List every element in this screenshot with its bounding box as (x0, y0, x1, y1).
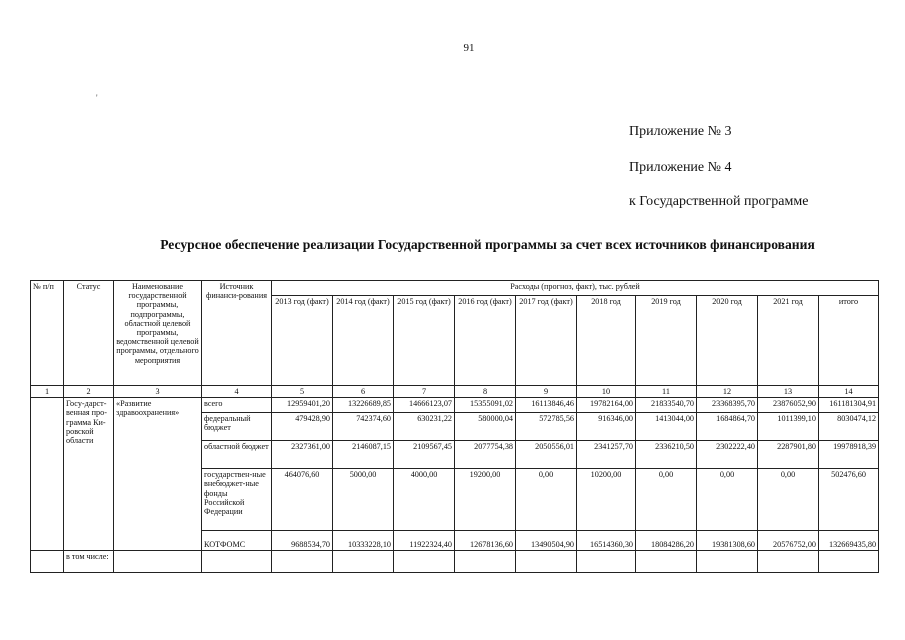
value-cell: 2327361,00 (272, 441, 333, 469)
empty-cell (697, 551, 758, 573)
page-number: 91 (463, 42, 475, 54)
empty-cell (758, 551, 819, 573)
column-number: 4 (202, 386, 272, 398)
value-cell: 20576752,00 (758, 531, 819, 551)
value-cell: 21833540,70 (636, 398, 697, 413)
value-cell: 19782164,00 (577, 398, 636, 413)
sub-status-cell: в том числе: (64, 551, 114, 573)
value-cell: 132669435,80 (819, 531, 879, 551)
column-number: 8 (455, 386, 516, 398)
header-year: 2017 год (факт) (516, 296, 577, 386)
appendix-line-1: Приложение № 3 (629, 124, 732, 139)
value-cell: 14666123,07 (394, 398, 455, 413)
value-cell: 16113846,46 (516, 398, 577, 413)
header-source: Источник финанси-рования (202, 281, 272, 386)
value-cell: 1413044,00 (636, 413, 697, 441)
source-cell: КОТФОМС (202, 531, 272, 551)
value-cell: 1684864,70 (697, 413, 758, 441)
header-year: 2016 год (факт) (455, 296, 516, 386)
header-total: итого (819, 296, 879, 386)
value-cell: 19978918,39 (819, 441, 879, 469)
resource-table (30, 280, 879, 573)
value-cell: 630231,22 (394, 413, 455, 441)
source-cell: областной бюджет (202, 441, 272, 469)
value-cell: 161181304,91 (819, 398, 879, 413)
header-year: 2014 год (факт) (333, 296, 394, 386)
empty-cell (455, 551, 516, 573)
value-cell: 2336210,50 (636, 441, 697, 469)
empty-cell (516, 551, 577, 573)
value-cell: 0,00 (516, 469, 577, 531)
status-cell: Госу-дарст-венная про-грамма Ки-ровской области (64, 398, 114, 551)
value-cell: 19200,00 (455, 469, 516, 531)
header-year: 2020 год (697, 296, 758, 386)
value-cell: 572785,56 (516, 413, 577, 441)
value-cell: 10200,00 (577, 469, 636, 531)
header-row-1 (31, 281, 879, 296)
empty-cell (31, 551, 64, 573)
header-num: № п/п (31, 281, 64, 386)
value-cell: 15355091,02 (455, 398, 516, 413)
value-cell: 23368395,70 (697, 398, 758, 413)
empty-cell (636, 551, 697, 573)
table-row (31, 398, 879, 413)
value-cell: 0,00 (636, 469, 697, 531)
row-number-cell (31, 398, 64, 551)
header-year: 2019 год (636, 296, 697, 386)
source-cell: всего (202, 398, 272, 413)
value-cell: 4000,00 (394, 469, 455, 531)
table-row (31, 551, 879, 573)
value-cell: 2050556,01 (516, 441, 577, 469)
value-cell: 19381308,60 (697, 531, 758, 551)
source-cell: федеральный бюджет (202, 413, 272, 441)
value-cell: 13490504,90 (516, 531, 577, 551)
column-number: 3 (114, 386, 202, 398)
column-number: 12 (697, 386, 758, 398)
header-year: 2021 год (758, 296, 819, 386)
appendix-line-3: к Государственной программе (629, 194, 809, 209)
empty-cell (333, 551, 394, 573)
value-cell: 18084286,20 (636, 531, 697, 551)
column-number: 9 (516, 386, 577, 398)
value-cell: 2146087,15 (333, 441, 394, 469)
value-cell: 23876052,90 (758, 398, 819, 413)
value-cell: 1011399,10 (758, 413, 819, 441)
column-number: 7 (394, 386, 455, 398)
value-cell: 2341257,70 (577, 441, 636, 469)
empty-cell (394, 551, 455, 573)
header-expenses: Расходы (прогноз, факт), тыс. рублей (272, 281, 879, 296)
value-cell: 8030474,12 (819, 413, 879, 441)
value-cell: 9688534,70 (272, 531, 333, 551)
value-cell: 12959401,20 (272, 398, 333, 413)
value-cell: 464076,60 (272, 469, 333, 531)
column-number: 2 (64, 386, 114, 398)
empty-cell (819, 551, 879, 573)
scan-mark: ' (96, 93, 98, 103)
value-cell: 0,00 (697, 469, 758, 531)
value-cell: 2302222,40 (697, 441, 758, 469)
column-number: 1 (31, 386, 64, 398)
value-cell: 10333228,10 (333, 531, 394, 551)
column-number: 5 (272, 386, 333, 398)
empty-cell (114, 551, 202, 573)
column-number: 13 (758, 386, 819, 398)
value-cell: 11922324,40 (394, 531, 455, 551)
empty-cell (577, 551, 636, 573)
document-title: Ресурсное обеспечение реализации Государственной программы за счет всех источников финансирования (160, 237, 815, 252)
value-cell: 742374,60 (333, 413, 394, 441)
column-number: 11 (636, 386, 697, 398)
empty-cell (272, 551, 333, 573)
column-number: 14 (819, 386, 879, 398)
appendix-line-2: Приложение № 4 (629, 160, 732, 175)
value-cell: 502476,60 (819, 469, 879, 531)
empty-cell (202, 551, 272, 573)
value-cell: 5000,00 (333, 469, 394, 531)
value-cell: 13226689,85 (333, 398, 394, 413)
column-number: 10 (577, 386, 636, 398)
header-year: 2018 год (577, 296, 636, 386)
value-cell: 479428,90 (272, 413, 333, 441)
header-year: 2013 год (факт) (272, 296, 333, 386)
program-name-cell: «Развитие здравоохранения» (114, 398, 202, 551)
value-cell: 2077754,38 (455, 441, 516, 469)
column-number: 6 (333, 386, 394, 398)
value-cell: 0,00 (758, 469, 819, 531)
source-cell: государствен-ные внебюджет-ные фонды Российской Федерации (202, 469, 272, 531)
value-cell: 16514360,30 (577, 531, 636, 551)
value-cell: 2287901,80 (758, 441, 819, 469)
header-year: 2015 год (факт) (394, 296, 455, 386)
value-cell: 12678136,60 (455, 531, 516, 551)
header-name: Наименование государственной программы, подпрограммы, областной целевой программы, ведомственной целевой программы, отдельного мероприятия (114, 281, 202, 386)
value-cell: 916346,00 (577, 413, 636, 441)
column-number-row (31, 386, 879, 398)
value-cell: 2109567,45 (394, 441, 455, 469)
value-cell: 580000,04 (455, 413, 516, 441)
header-status: Статус (64, 281, 114, 386)
